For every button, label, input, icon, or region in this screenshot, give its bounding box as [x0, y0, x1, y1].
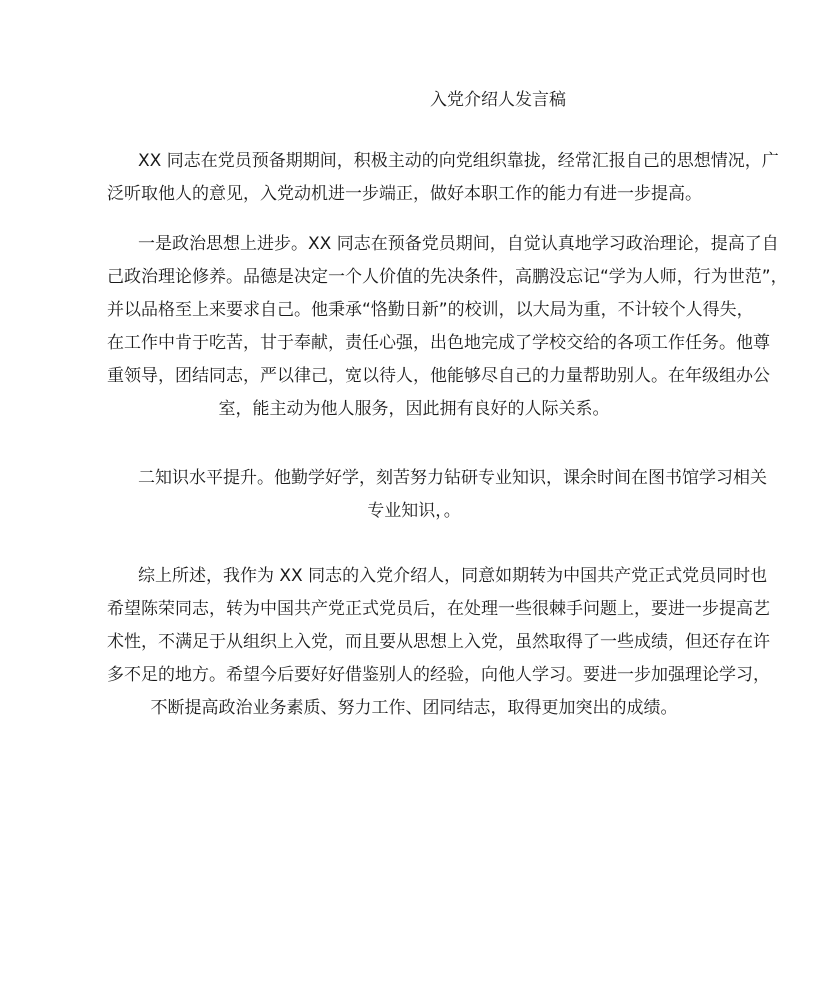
paragraph-line: 希望陈荣同志，转为中国共产党正式党员后，在处理一些很棘手问题上，要进一步提高艺: [107, 599, 770, 619]
paragraph-line: 二知识水平提升。他勤学好学，刻苦努力钻研专业知识，课余时间在图书馆学习相关: [138, 468, 767, 488]
paragraph-line: 重领导，团结同志，严以律己，宽以待人，他能够尽自己的力量帮助别人。在年级组办公: [107, 366, 770, 386]
document-title: 入党介绍人发言稿: [430, 90, 566, 110]
paragraph-line: 己政治理论修养。品德是决定一个人价值的先决条件，高鹏没忘记“学为人师，行为世范”，: [107, 267, 788, 287]
paragraph-line: 在工作中肯于吃苦，甘于奉献，责任心强，出色地完成了学校交给的各项工作任务。他尊: [107, 333, 770, 353]
paragraph-line: 室，能主动为他人服务，因此拥有良好的人际关系。: [218, 399, 610, 419]
paragraph-line: 专业知识，。: [367, 501, 461, 521]
paragraph-line: 并以品格至上来要求自己。他秉承“恪勤日新”的校训，以大局为重，不计较个人得失，: [107, 300, 754, 320]
paragraph-line: 一是政治思想上进步。XX 同志在预备党员期间，自觉认真地学习政治理论，提高了自: [138, 234, 779, 254]
paragraph-line: 综上所述，我作为 XX 同志的入党介绍人，同意如期转为中国共产党正式党员同时也: [138, 566, 768, 586]
paragraph-line: 多不足的地方。希望今后要好好借鉴别人的经验，向他人学习。要进一步加强理论学习，: [107, 665, 770, 685]
paragraph-line: 泛听取他人的意见，入党动机进一步端正，做好本职工作的能力有进一步提高。: [107, 184, 702, 204]
paragraph-line: 不断提高政治业务素质、努力工作、团同结志，取得更加突出的成绩。: [150, 698, 678, 718]
paragraph-line: 术性，不满足于从组织上入党，而且要从思想上入党，虽然取得了一些成绩，但还存在许: [107, 632, 770, 652]
paragraph-line: XX 同志在党员预备期期间，积极主动的向党组织靠拢，经常汇报自己的思想情况，广: [138, 151, 779, 171]
